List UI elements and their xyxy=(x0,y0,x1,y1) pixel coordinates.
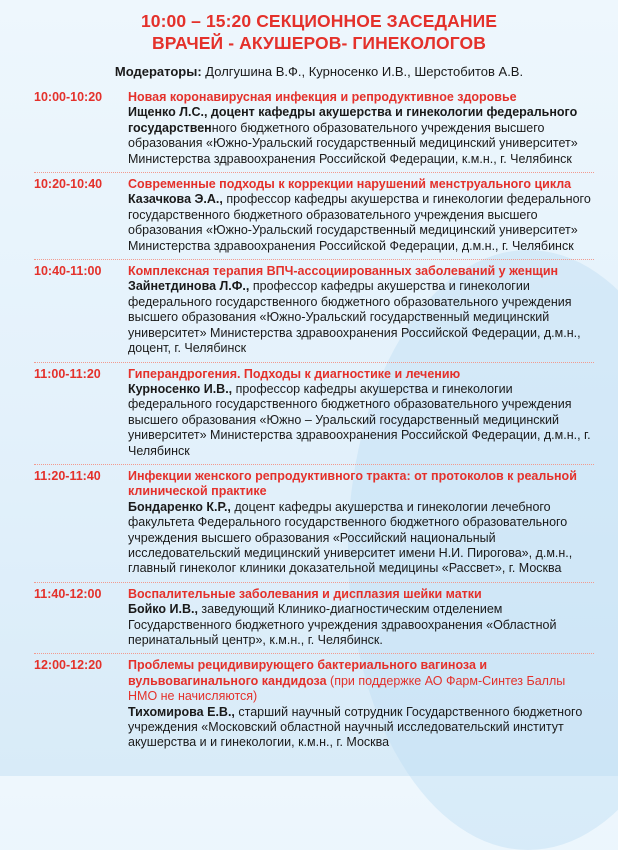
session-time: 10:20-10:40 xyxy=(34,177,103,192)
session-item xyxy=(34,260,594,362)
moderators-line xyxy=(44,64,594,80)
session-content xyxy=(128,90,594,167)
session-content xyxy=(128,587,594,649)
session-speaker: Зайнетдинова Л.Ф., xyxy=(128,279,250,294)
session-topic: Гиперандрогения. Подходы к диагностике и лечению xyxy=(128,366,461,381)
session-list xyxy=(34,86,594,756)
session-content xyxy=(128,264,594,356)
session-details: доцент кафедры акушерства и гинекологии лечебного факультета Федерального государственного бюджетного образовательного учреждения высшего образования «Российский национальный исследовательский медицинский университет имени Н.И. Пирогова», д.м.н., главный гинеколог клиники доказательной медицины «Рассвет», г. Москва xyxy=(128,499,573,576)
session-details: старший научный сотрудник Государственного бюджетного учреждения «Московский областной научный исследовательский институт акушерства и и гинекологии, к.м.н., г. Москва xyxy=(128,704,583,750)
session-topic-text: Проблемы рецидивирующего бактериального вагиноза и вульвовагинального кандидоза xyxy=(128,658,488,688)
session-topic: Воспалительные заболевания и дисплазия шейки матки xyxy=(128,586,482,601)
session-note: (при поддержке АО Фарм-Синтез Баллы НМО не начисляются) xyxy=(128,673,566,704)
session-content xyxy=(128,367,594,459)
session-time: 10:00-10:20 xyxy=(34,90,103,104)
title-line-1: 10:00 – 15:20 СЕКЦИОННОЕ ЗАСЕДАНИЕ xyxy=(140,11,498,31)
session-speaker: Курносенко И.В., xyxy=(128,381,233,396)
title-line-2: ВРАЧЕЙ - АКУШЕРОВ- ГИНЕКОЛОГОВ xyxy=(152,33,486,53)
session-time: 12:00-12:20 xyxy=(34,658,103,673)
session-speaker: Бойко И.В., xyxy=(128,602,198,617)
session-time: 11:40-12:00 xyxy=(34,586,102,601)
session-speaker: Казачкова Э.А., xyxy=(128,192,223,207)
session-details: заведующий Клинико-диагностическим отделением Государственного бюджетного учреждения здравоохранения «Областной перинатальный центр», к.м.н., г. Челябинск. xyxy=(128,602,557,647)
session-topic: Инфекции женского репродуктивного тракта: от протоколов к реальной клинической практике xyxy=(128,468,577,499)
session-item xyxy=(34,654,594,755)
session-item xyxy=(34,86,594,173)
moderators-label: Модераторы: xyxy=(114,64,202,79)
session-time: 11:20-11:40 xyxy=(34,468,101,483)
session-item xyxy=(34,363,594,465)
session-item xyxy=(34,173,594,260)
session-details: профессор кафедры акушерства и гинекологии федерального государственного бюджетного образовательного учреждения высшего образования «Южно-Уральский государственный медицинский университет» Министерства здравоохранения Российской Федерации, д.м.н., г. Челябинск xyxy=(128,192,591,253)
session-content xyxy=(128,177,594,254)
session-content xyxy=(128,469,594,577)
session-topic: Комплексная терапия ВПЧ-ассоциированных заболеваний у женщин xyxy=(128,264,559,279)
session-speaker: Бондаренко К.Р., xyxy=(128,499,231,514)
session-topic: Современные подходы к коррекции нарушений менструального цикла xyxy=(128,177,572,192)
session-topic: Новая коронавирусная инфекция и репродуктивное здоровье xyxy=(128,90,517,104)
session-time: 11:00-11:20 xyxy=(34,366,101,381)
session-content xyxy=(128,658,594,750)
session-time: 10:40-11:00 xyxy=(34,264,102,279)
session-item xyxy=(34,583,594,655)
session-topic xyxy=(128,658,594,704)
session-item xyxy=(34,465,594,583)
session-speaker: Ищенко Л.С., доцент кафедры акушерства и гинекологии федерального государствен xyxy=(128,105,578,135)
session-details: ного бюджетного образовательного учреждения высшего образования «Южно-Уральский государственный медицинский университет» Министерства здравоохранения Российской Федерации, к.м.н., г. Челябинск xyxy=(128,120,578,166)
session-details: профессор кафедры акушерства и гинекологии федерального государственного бюджетного образовательного учреждения высшего образования «Южно-Уральский государственный медицинский университет» Министерства здравоохранения Российской Федерации, д.м.н., доцент, г. Челябинск xyxy=(128,279,581,356)
moderators-names: Долгушина В.Ф., Курносенко И.В., Шерстобитов А.В. xyxy=(205,64,524,79)
session-details: профессор кафедры акушерства и гинекологии федерального государственного бюджетного образовательного учреждения высшего образования «Южно – Уральский государственный медицинский университет» Министерства здравоохранения Российской Федерации, д.м.н., г. Челябинск xyxy=(128,381,591,458)
session-speaker: Тихомирова Е.В., xyxy=(128,704,235,719)
page-title xyxy=(44,10,594,54)
